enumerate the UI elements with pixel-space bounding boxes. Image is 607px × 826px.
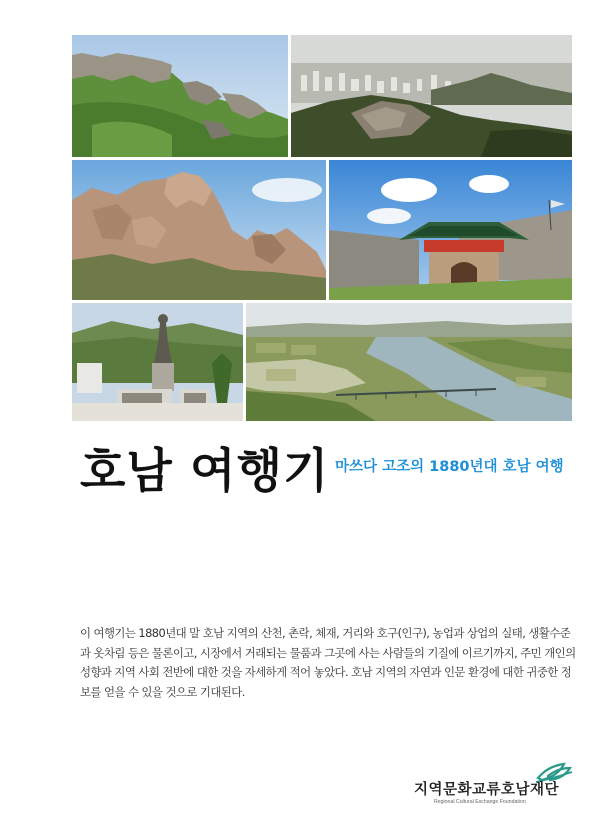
cover-subtitle: 마쓰다 고조의 1880년대 호남 여행 — [335, 459, 564, 475]
river-estuary-aerial-photo — [246, 303, 572, 421]
granite-cliffs-photo — [72, 160, 326, 300]
rocky-ridge-photo — [72, 35, 288, 157]
statue-memorial-photo — [72, 303, 243, 421]
publisher-english-name: Regional Cultural Exchange Foundation — [434, 799, 526, 805]
fortress-gate-photo — [329, 160, 572, 300]
cover-description: 이 여행기는 1880년대 말 호남 지역의 산천, 촌락, 체재, 거리와 호구(인구), 농업과 상업의 실태, 생활수준과 옷차림 등은 물론이고, 시장에서 거래되는 물품과 그곳에 사는 사람들의 기질에 이르기까지, 주민 개인의 성향과 지역 사회 전반에 대한 것을 자세하게 적어 놓았다. 호남 지역의 자연과 인문 환경에 대한 귀중한 정보를 얻을 수 있을 것으로 기대된다. — [80, 626, 576, 699]
city-view-from-peak-photo — [291, 35, 572, 157]
publisher-name: 지역문화교류호남재단 — [414, 782, 560, 798]
cover-title: 호남 여행기 — [80, 444, 330, 499]
